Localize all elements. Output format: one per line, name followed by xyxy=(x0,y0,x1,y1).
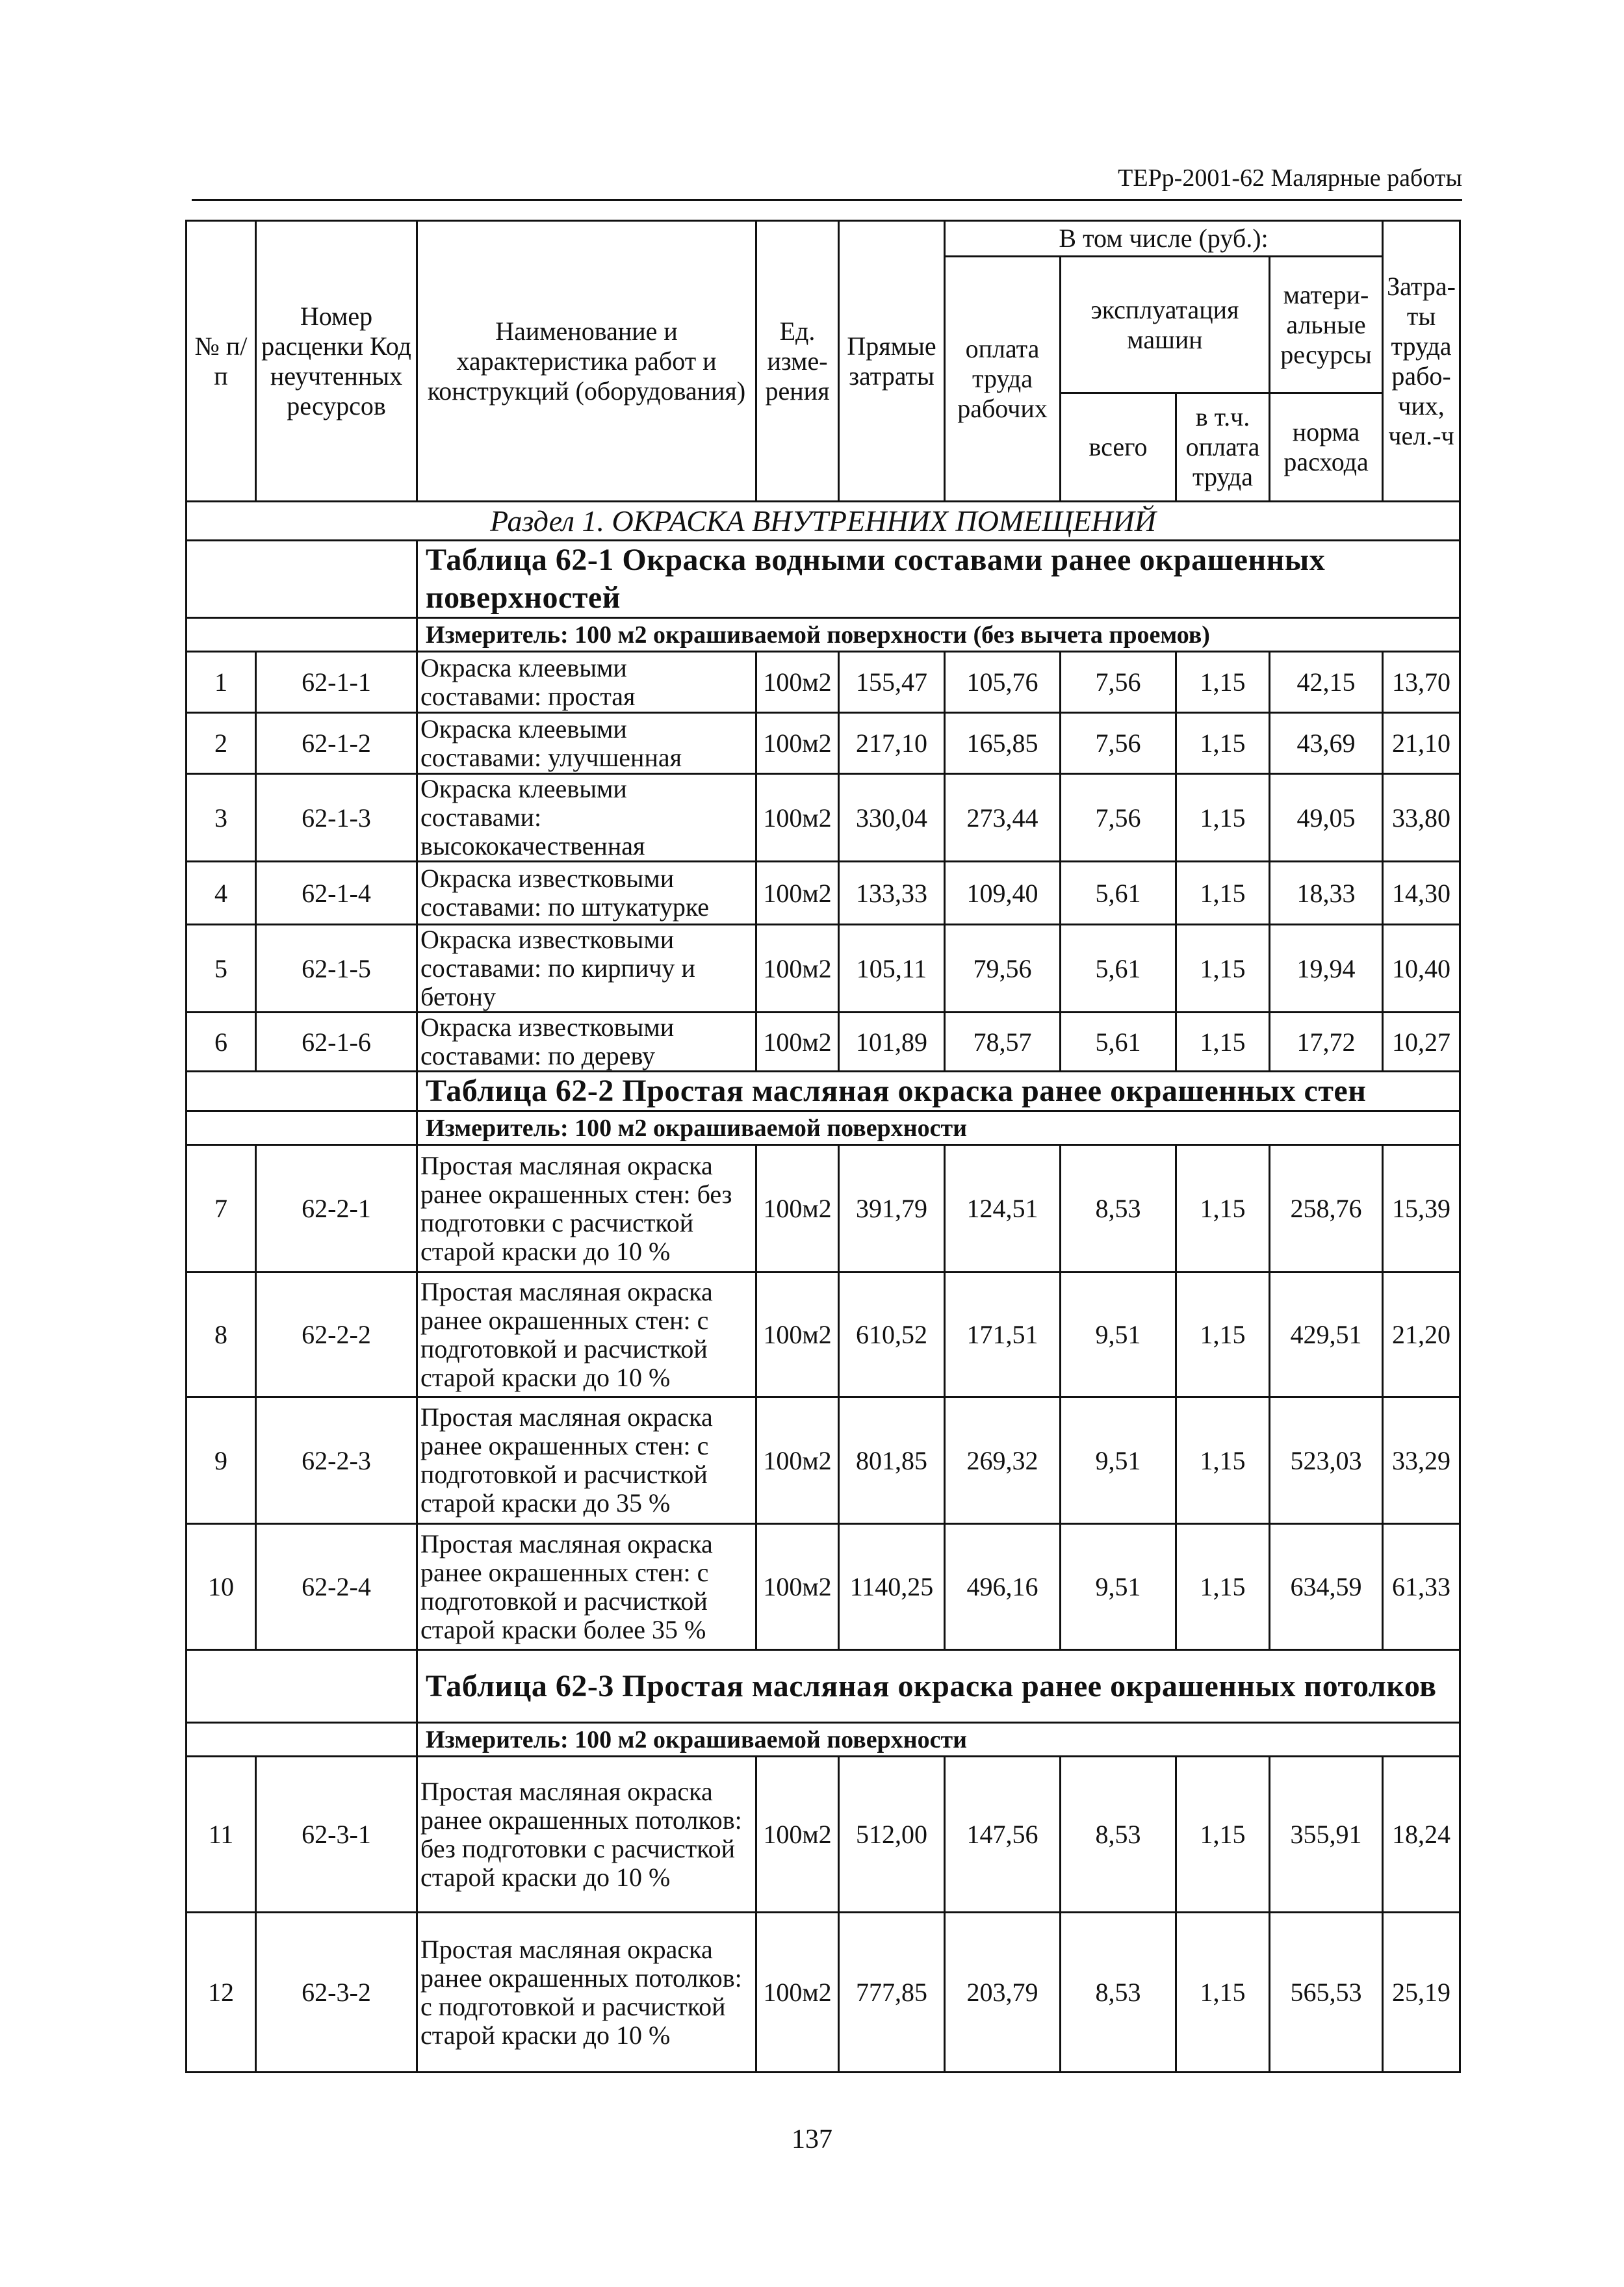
wages-cost: 78,57 xyxy=(945,1013,1061,1072)
materials-cost: 42,15 xyxy=(1270,652,1383,713)
materials-cost: 19,94 xyxy=(1270,925,1383,1013)
row-number: 2 xyxy=(187,713,256,774)
direct-cost: 391,79 xyxy=(839,1145,945,1273)
rate-code: 62-1-4 xyxy=(256,862,417,925)
unit: 100м2 xyxy=(756,1397,839,1524)
direct-cost: 330,04 xyxy=(839,774,945,862)
col-header-machines-wages: в т.ч. оплата труда xyxy=(1176,393,1270,502)
direct-cost: 155,47 xyxy=(839,652,945,713)
labor-cost: 13,70 xyxy=(1383,652,1460,713)
rate-code: 62-3-1 xyxy=(256,1757,417,1913)
work-name: Окраска клеевыми составами: улучшенная xyxy=(417,713,756,774)
measure-spacer xyxy=(187,618,417,652)
wages-cost: 269,32 xyxy=(945,1397,1061,1524)
labor-cost: 15,39 xyxy=(1383,1145,1460,1273)
wages-cost: 105,76 xyxy=(945,652,1061,713)
col-header-machines: эксплуатация машин xyxy=(1061,257,1270,393)
measure-spacer xyxy=(187,1723,417,1757)
machines-wages-cost: 1,15 xyxy=(1176,774,1270,862)
unit: 100м2 xyxy=(756,713,839,774)
wages-cost: 203,79 xyxy=(945,1913,1061,2073)
unit: 100м2 xyxy=(756,925,839,1013)
materials-cost: 429,51 xyxy=(1270,1273,1383,1397)
unit: 100м2 xyxy=(756,1757,839,1913)
machines-cost: 8,53 xyxy=(1061,1913,1176,2073)
machines-cost: 9,51 xyxy=(1061,1273,1176,1397)
work-name: Окраска известковыми составами: по штукатурке xyxy=(417,862,756,925)
direct-cost: 217,10 xyxy=(839,713,945,774)
rate-code: 62-1-2 xyxy=(256,713,417,774)
work-name: Простая масляная окраска ранее окрашенных стен: без подготовки с расчисткой старой краски до 10 % xyxy=(417,1145,756,1273)
work-name: Простая масляная окраска ранее окрашенных стен: с подготовкой и расчисткой старой краски до 10 % xyxy=(417,1273,756,1397)
page-number: 137 xyxy=(792,2125,832,2154)
labor-cost: 21,20 xyxy=(1383,1273,1460,1397)
machines-cost: 7,56 xyxy=(1061,713,1176,774)
col-header-machines-total: всего xyxy=(1061,393,1176,502)
materials-cost: 565,53 xyxy=(1270,1913,1383,2073)
table-row xyxy=(187,1524,1460,1650)
materials-cost: 17,72 xyxy=(1270,1013,1383,1072)
wages-cost: 79,56 xyxy=(945,925,1061,1013)
machines-cost: 9,51 xyxy=(1061,1397,1176,1524)
machines-wages-cost: 1,15 xyxy=(1176,1145,1270,1273)
work-name: Простая масляная окраска ранее окрашенных стен: с подготовкой и расчисткой старой краски более 35 % xyxy=(417,1524,756,1650)
machines-cost: 7,56 xyxy=(1061,774,1176,862)
row-number: 1 xyxy=(187,652,256,713)
running-header: ТЕРр-2001-62 Малярные работы xyxy=(192,159,1462,201)
materials-cost: 49,05 xyxy=(1270,774,1383,862)
unit: 100м2 xyxy=(756,774,839,862)
table-row xyxy=(187,1397,1460,1524)
row-number: 11 xyxy=(187,1757,256,1913)
section-title: Раздел 1. ОКРАСКА ВНУТРЕННИХ ПОМЕЩЕНИЙ xyxy=(187,502,1460,541)
rate-code: 62-1-1 xyxy=(256,652,417,713)
unit: 100м2 xyxy=(756,1524,839,1650)
wages-cost: 171,51 xyxy=(945,1273,1061,1397)
machines-wages-cost: 1,15 xyxy=(1176,1757,1270,1913)
materials-cost: 43,69 xyxy=(1270,713,1383,774)
work-name: Простая масляная окраска ранее окрашенных потолков: без подготовки с расчисткой старой краски до 10 % xyxy=(417,1757,756,1913)
work-name: Окраска клеевыми составами: высококачественная xyxy=(417,774,756,862)
table-row xyxy=(187,1145,1460,1273)
rate-code: 62-2-2 xyxy=(256,1273,417,1397)
machines-wages-cost: 1,15 xyxy=(1176,1273,1270,1397)
labor-cost: 25,19 xyxy=(1383,1913,1460,2073)
row-number: 7 xyxy=(187,1145,256,1273)
col-header-num: № п/п xyxy=(187,221,256,502)
row-number: 4 xyxy=(187,862,256,925)
materials-cost: 258,76 xyxy=(1270,1145,1383,1273)
table-measure: Измеритель: 100 м2 окрашиваемой поверхности (без вычета проемов) xyxy=(417,618,1460,652)
table-title: Таблица 62-1 Окраска водными составами ранее окрашенных поверхностей xyxy=(417,541,1460,618)
table-measure: Измеритель: 100 м2 окрашиваемой поверхности xyxy=(417,1111,1460,1145)
rates-table xyxy=(185,220,1461,2073)
machines-wages-cost: 1,15 xyxy=(1176,862,1270,925)
machines-wages-cost: 1,15 xyxy=(1176,1913,1270,2073)
measure-row xyxy=(187,1111,1460,1145)
work-name: Окраска клеевыми составами: простая xyxy=(417,652,756,713)
row-number: 12 xyxy=(187,1913,256,2073)
measure-row xyxy=(187,618,1460,652)
table-row xyxy=(187,652,1460,713)
labor-cost: 10,40 xyxy=(1383,925,1460,1013)
row-number: 10 xyxy=(187,1524,256,1650)
col-header-including: В том числе (руб.): xyxy=(945,221,1383,257)
machines-wages-cost: 1,15 xyxy=(1176,1524,1270,1650)
wages-cost: 124,51 xyxy=(945,1145,1061,1273)
rate-code: 62-1-3 xyxy=(256,774,417,862)
labor-cost: 10,27 xyxy=(1383,1013,1460,1072)
table-row xyxy=(187,713,1460,774)
unit: 100м2 xyxy=(756,862,839,925)
col-header-name: Наименование и характеристика работ и конструкций (оборудования) xyxy=(417,221,756,502)
col-header-unit: Ед. изме-рения xyxy=(756,221,839,502)
rate-code: 62-2-3 xyxy=(256,1397,417,1524)
table-row xyxy=(187,862,1460,925)
wages-cost: 147,56 xyxy=(945,1757,1061,1913)
direct-cost: 801,85 xyxy=(839,1397,945,1524)
table-title-row xyxy=(187,1072,1460,1111)
rate-code: 62-3-2 xyxy=(256,1913,417,2073)
table-row xyxy=(187,1273,1460,1397)
row-number: 3 xyxy=(187,774,256,862)
direct-cost: 512,00 xyxy=(839,1757,945,1913)
work-name: Окраска известковыми составами: по дереву xyxy=(417,1013,756,1072)
table-title-row xyxy=(187,1650,1460,1723)
measure-spacer xyxy=(187,1111,417,1145)
wages-cost: 109,40 xyxy=(945,862,1061,925)
table-row xyxy=(187,925,1460,1013)
table-header xyxy=(187,221,1460,502)
work-name: Окраска известковыми составами: по кирпичу и бетону xyxy=(417,925,756,1013)
row-number: 8 xyxy=(187,1273,256,1397)
wages-cost: 496,16 xyxy=(945,1524,1061,1650)
unit: 100м2 xyxy=(756,1913,839,2073)
labor-cost: 14,30 xyxy=(1383,862,1460,925)
machines-wages-cost: 1,15 xyxy=(1176,1397,1270,1524)
machines-cost: 5,61 xyxy=(1061,862,1176,925)
direct-cost: 1140,25 xyxy=(839,1524,945,1650)
work-name: Простая масляная окраска ранее окрашенных потолков: с подготовкой и расчисткой старой краски до 10 % xyxy=(417,1913,756,2073)
col-header-materials: матери-альные ресурсы xyxy=(1270,257,1383,393)
row-number: 9 xyxy=(187,1397,256,1524)
rate-code: 62-2-1 xyxy=(256,1145,417,1273)
materials-cost: 18,33 xyxy=(1270,862,1383,925)
machines-cost: 7,56 xyxy=(1061,652,1176,713)
col-header-labor: Затра-ты труда рабо-чих, чел.-ч xyxy=(1383,221,1460,502)
row-number: 5 xyxy=(187,925,256,1013)
row-number: 6 xyxy=(187,1013,256,1072)
machines-wages-cost: 1,15 xyxy=(1176,713,1270,774)
table-row xyxy=(187,1913,1460,2073)
col-header-norm: норма расхода xyxy=(1270,393,1383,502)
labor-cost: 33,29 xyxy=(1383,1397,1460,1524)
labor-cost: 33,80 xyxy=(1383,774,1460,862)
measure-row xyxy=(187,1723,1460,1757)
labor-cost: 61,33 xyxy=(1383,1524,1460,1650)
wages-cost: 273,44 xyxy=(945,774,1061,862)
work-name: Простая масляная окраска ранее окрашенных стен: с подготовкой и расчисткой старой краски до 35 % xyxy=(417,1397,756,1524)
labor-cost: 18,24 xyxy=(1383,1757,1460,1913)
machines-cost: 5,61 xyxy=(1061,1013,1176,1072)
labor-cost: 21,10 xyxy=(1383,713,1460,774)
unit: 100м2 xyxy=(756,1273,839,1397)
table-title: Таблица 62-2 Простая масляная окраска ранее окрашенных стен xyxy=(417,1072,1460,1111)
table-row xyxy=(187,774,1460,862)
machines-wages-cost: 1,15 xyxy=(1176,652,1270,713)
col-header-wages: оплата труда рабочих xyxy=(945,257,1061,502)
machines-cost: 8,53 xyxy=(1061,1757,1176,1913)
table-title-spacer xyxy=(187,1072,417,1111)
table-row xyxy=(187,1757,1460,1913)
direct-cost: 777,85 xyxy=(839,1913,945,2073)
machines-cost: 9,51 xyxy=(1061,1524,1176,1650)
unit: 100м2 xyxy=(756,652,839,713)
direct-cost: 610,52 xyxy=(839,1273,945,1397)
table-title-spacer xyxy=(187,1650,417,1723)
table-body xyxy=(187,502,1460,2073)
direct-cost: 105,11 xyxy=(839,925,945,1013)
machines-cost: 5,61 xyxy=(1061,925,1176,1013)
wages-cost: 165,85 xyxy=(945,713,1061,774)
unit: 100м2 xyxy=(756,1145,839,1273)
materials-cost: 634,59 xyxy=(1270,1524,1383,1650)
table-title-row xyxy=(187,541,1460,618)
direct-cost: 133,33 xyxy=(839,862,945,925)
materials-cost: 355,91 xyxy=(1270,1757,1383,1913)
machines-wages-cost: 1,15 xyxy=(1176,1013,1270,1072)
direct-cost: 101,89 xyxy=(839,1013,945,1072)
col-header-direct: Прямые затраты xyxy=(839,221,945,502)
rate-code: 62-1-5 xyxy=(256,925,417,1013)
col-header-code: Номер расценки Код неучтенных ресурсов xyxy=(256,221,417,502)
table-measure: Измеритель: 100 м2 окрашиваемой поверхности xyxy=(417,1723,1460,1757)
materials-cost: 523,03 xyxy=(1270,1397,1383,1524)
rate-code: 62-2-4 xyxy=(256,1524,417,1650)
unit: 100м2 xyxy=(756,1013,839,1072)
machines-cost: 8,53 xyxy=(1061,1145,1176,1273)
table-title-spacer xyxy=(187,541,417,618)
table-row xyxy=(187,1013,1460,1072)
table-title: Таблица 62-3 Простая масляная окраска ранее окрашенных потолков xyxy=(417,1650,1460,1723)
rate-code: 62-1-6 xyxy=(256,1013,417,1072)
machines-wages-cost: 1,15 xyxy=(1176,925,1270,1013)
